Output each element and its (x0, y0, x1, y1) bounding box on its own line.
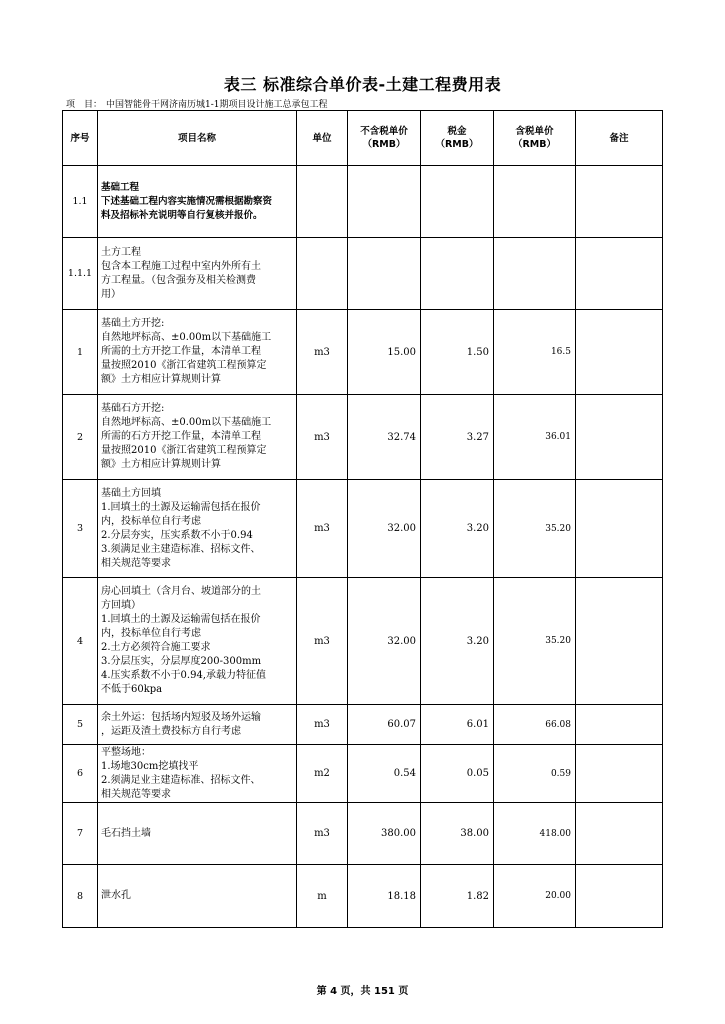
row-name-line: 泄水孔 (101, 890, 131, 901)
row-tax: 0.05 (421, 745, 494, 803)
table-row (63, 705, 663, 745)
row-name-line: 基础工程 (101, 181, 140, 193)
row-name-line: 相关规范等要求 (101, 788, 171, 800)
row-name-line: 量按照2010《浙江省建筑工程预算定 (101, 445, 267, 456)
row-name-line: 基础石方开挖: (101, 403, 165, 414)
row-tax (421, 238, 494, 310)
row-name (98, 395, 297, 480)
row-name-line: 毛石挡土墙 (101, 827, 151, 839)
row-name-line: 1.场地30cm挖填找平 (101, 760, 199, 772)
table-row (63, 745, 663, 803)
row-name-line: 1.回填土的土源及运输需包括在报价 (101, 501, 261, 513)
row-incl-tax-price (494, 166, 576, 238)
row-unit: m3 (297, 480, 348, 578)
row-name (98, 480, 297, 578)
row-unit: m2 (297, 745, 348, 803)
row-no: 8 (63, 865, 98, 928)
row-unit: m3 (297, 310, 348, 395)
row-incl-tax-price: 66.08 (494, 705, 576, 745)
row-name-line: 下述基础工程内容实施情况需根据勘察资 (101, 195, 273, 207)
row-name-line: 基础土方开挖: (101, 318, 165, 329)
row-unit: m (297, 865, 348, 928)
header-unit: 单位 (297, 111, 348, 166)
header-name: 项目名称 (98, 111, 297, 166)
row-unit: m3 (297, 803, 348, 865)
row-name-line: 3.分层压实，分层厚度200-300mm (101, 656, 262, 667)
row-excl-tax-price: 15.00 (348, 310, 421, 395)
row-incl-tax-price: 35.20 (494, 578, 576, 705)
row-name-line: 3.须满足业主建造标准、招标文件、 (101, 543, 261, 555)
row-excl-tax-price (348, 166, 421, 238)
row-name-line: 用） (101, 288, 121, 300)
row-name-line: 2.分层夯实，压实系数不小于0.94 (101, 529, 253, 541)
row-name-line: 所需的石方开挖工作量，本清单工程 (101, 431, 261, 442)
row-incl-tax-price: 418.00 (494, 803, 576, 865)
row-name-line: 自然地坪标高、±0.00m以下基础施工 (101, 332, 272, 343)
row-tax: 3.20 (421, 480, 494, 578)
row-name-line: 方回填） (101, 600, 141, 611)
row-name-line: 量按照2010《浙江省建筑工程预算定 (101, 360, 267, 371)
row-remark (576, 745, 663, 803)
row-remark (576, 310, 663, 395)
cost-table (62, 110, 663, 928)
header-no: 序号 (63, 111, 98, 166)
project-name: 中国智能骨干网济南历城1-1期项目设计施工总承包工程 (106, 100, 328, 110)
row-excl-tax-price: 380.00 (348, 803, 421, 865)
row-incl-tax-price: 16.5 (494, 310, 576, 395)
row-name-line: 所需的土方开挖工作量，本清单工程 (101, 346, 261, 357)
page-title: 表三 标准综合单价表-土建工程费用表 (223, 75, 502, 94)
row-unit: m3 (297, 395, 348, 480)
row-no: 5 (63, 705, 98, 745)
row-name (98, 578, 297, 705)
row-excl-tax-price (348, 238, 421, 310)
header-excl-tax-price: 不含税单价 （RMB） (348, 111, 421, 166)
row-name-line: 额》土方相应计算规则计算 (101, 459, 221, 470)
row-name-line: 2.土方必须符合施工要求 (101, 642, 211, 653)
row-name-line: 1.回填土的土源及运输需包括在报价 (101, 614, 261, 625)
row-no: 6 (63, 745, 98, 803)
row-name-line: 内，投标单位自行考虑 (101, 628, 201, 639)
row-name-line: 内，投标单位自行考虑 (101, 515, 201, 527)
row-tax: 6.01 (421, 705, 494, 745)
row-name-line: 余土外运：包括场内短驳及场外运输 (101, 711, 261, 723)
row-name-line: 额》土方相应计算规则计算 (101, 374, 221, 385)
row-unit: m3 (297, 578, 348, 705)
row-name-line: 土方工程 (101, 246, 141, 258)
row-no: 7 (63, 803, 98, 865)
row-name (98, 166, 297, 238)
row-no: 1 (63, 310, 98, 395)
table-row (63, 166, 663, 238)
table-header-row (63, 111, 663, 166)
header-remark: 备注 (576, 111, 663, 166)
row-tax (421, 166, 494, 238)
row-tax: 3.20 (421, 578, 494, 705)
row-name-line: 2.须满足业主建造标准、招标文件、 (101, 774, 261, 786)
row-tax: 1.82 (421, 865, 494, 928)
row-name-line: 方工程量。（包含强夯及相关检测费 (101, 274, 256, 286)
row-name-line: ，运距及渣土费投标方自行考虑 (101, 725, 241, 737)
row-incl-tax-price: 0.59 (494, 745, 576, 803)
row-remark (576, 705, 663, 745)
row-excl-tax-price: 0.54 (348, 745, 421, 803)
row-name (98, 705, 297, 745)
row-excl-tax-price: 18.18 (348, 865, 421, 928)
row-name-line: 不低于60kpa (101, 684, 163, 695)
row-excl-tax-price: 32.00 (348, 578, 421, 705)
row-incl-tax-price (494, 238, 576, 310)
row-name (98, 803, 297, 865)
row-unit: m3 (297, 705, 348, 745)
row-name (98, 745, 297, 803)
row-name-line: 相关规范等要求 (101, 557, 171, 569)
row-no: 1.1 (63, 166, 98, 238)
row-tax: 3.27 (421, 395, 494, 480)
row-name-line: 料及招标补充说明等自行复核并报价。 (101, 209, 263, 221)
table-row (63, 578, 663, 705)
row-name-line: 平整场地： (101, 746, 151, 758)
row-no: 2 (63, 395, 98, 480)
row-tax: 1.50 (421, 310, 494, 395)
page-footer: 第 4 页，共 151 页 (316, 986, 409, 997)
header-tax: 税金 （RMB） (421, 111, 494, 166)
row-unit (297, 238, 348, 310)
row-remark (576, 238, 663, 310)
row-name-line: 包含本工程施工过程中室内外所有土 (101, 260, 261, 272)
row-remark (576, 578, 663, 705)
row-name-line: 基础土方回填 (101, 487, 161, 499)
table-row (63, 238, 663, 310)
table-row (63, 395, 663, 480)
table-row (63, 480, 663, 578)
row-incl-tax-price: 20.00 (494, 865, 576, 928)
table-row (63, 803, 663, 865)
row-remark (576, 803, 663, 865)
row-excl-tax-price: 32.74 (348, 395, 421, 480)
row-remark (576, 865, 663, 928)
project-label: 项 目： (66, 100, 103, 110)
row-incl-tax-price: 36.01 (494, 395, 576, 480)
row-name-line: 房心回填土（含月台、坡道部分的土 (101, 586, 261, 597)
row-remark (576, 166, 663, 238)
row-name-line: 自然地坪标高、±0.00m以下基础施工 (101, 417, 272, 428)
row-name (98, 310, 297, 395)
row-tax: 38.00 (421, 803, 494, 865)
row-unit (297, 166, 348, 238)
table-body (63, 166, 663, 928)
row-incl-tax-price: 35.20 (494, 480, 576, 578)
row-name-line: 4.压实系数不小于0.94,承载力特征值 (101, 670, 266, 681)
table-row (63, 310, 663, 395)
project-line (66, 97, 328, 110)
row-excl-tax-price: 60.07 (348, 705, 421, 745)
header-incl-tax-price: 含税单价 （RMB） (494, 111, 576, 166)
table-row (63, 865, 663, 928)
row-remark (576, 480, 663, 578)
row-name (98, 238, 297, 310)
row-remark (576, 395, 663, 480)
row-no: 3 (63, 480, 98, 578)
row-excl-tax-price: 32.00 (348, 480, 421, 578)
row-no: 1.1.1 (63, 238, 98, 310)
row-no: 4 (63, 578, 98, 705)
row-name (98, 865, 297, 928)
